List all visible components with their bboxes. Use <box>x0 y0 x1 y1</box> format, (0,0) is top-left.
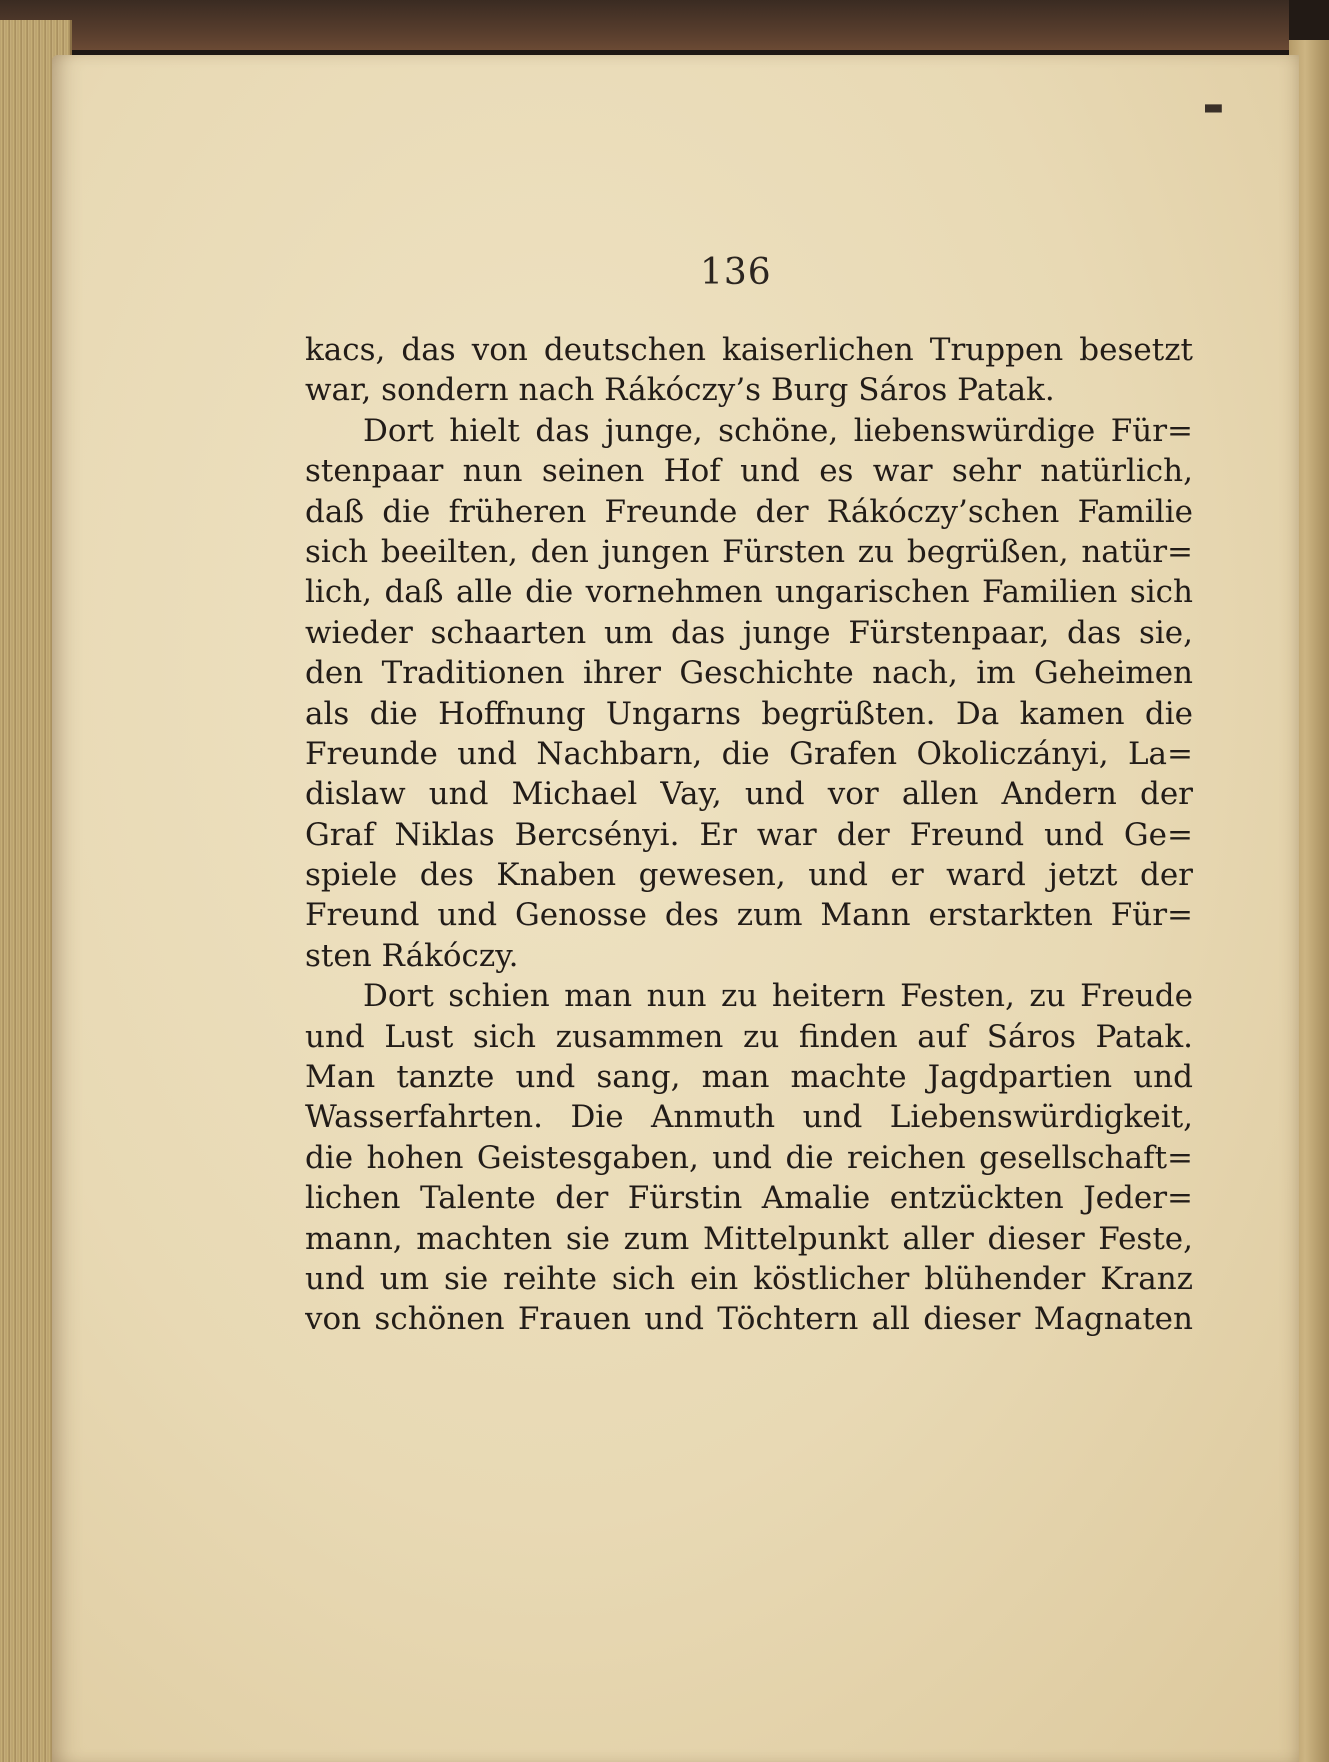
text-line: lichen Talente der Fürstin Amalie entzückten Jeder= <box>305 1180 1193 1217</box>
text-line: war, sondern nach Rákóczy’s Burg Sáros Patak. <box>305 372 1055 409</box>
text-line: Dort hielt das junge, schöne, liebenswürdige Für= <box>363 412 1193 449</box>
page-number: 136 <box>700 252 772 293</box>
text-line: wieder schaarten um das junge Fürstenpaar, das sie, <box>305 614 1193 651</box>
text-line: den Traditionen ihrer Geschichte nach, im Geheimen <box>305 655 1193 692</box>
text-line: stenpaar nun seinen Hof und es war sehr natürlich, <box>305 453 1193 490</box>
body-text <box>305 330 1193 1340</box>
text-line: kacs, das von deutschen kaiserlichen Truppen besetzt <box>305 332 1193 368</box>
text-line: von schönen Frauen und Töchtern all dieser Magnaten <box>305 1301 1193 1338</box>
text-line: Dort schien man nun zu heitern Festen, zu Freude <box>363 978 1193 1015</box>
margin-dash-mark: ▬ <box>1203 95 1224 120</box>
text-line: Freunde und Nachbarn, die Grafen Okoliczányi, La= <box>305 735 1193 772</box>
text-line: als die Hoffnung Ungarns begrüßten. Da kamen die <box>305 695 1193 732</box>
text-line: Wasserfahrten. Die Anmuth und Liebenswürdigkeit, <box>305 1099 1193 1136</box>
text-line: Man tanzte und sang, man machte Jagdpartien und <box>305 1059 1193 1096</box>
text-line: Graf Niklas Bercsényi. Er war der Freund und Ge= <box>305 816 1193 853</box>
text-line: mann, machten sie zum Mittelpunkt aller dieser Feste, <box>305 1220 1193 1257</box>
text-line: sten Rákóczy. <box>305 937 519 974</box>
binding-top-edge <box>0 0 1329 50</box>
text-line: dislaw und Michael Vay, und vor allen Andern der <box>305 776 1193 813</box>
text-line: lich, daß alle die vornehmen ungarischen Familien sich <box>305 574 1193 611</box>
text-line: daß die früheren Freunde der Rákóczy’schen Familie <box>305 493 1193 530</box>
text-line: und Lust sich zusammen zu finden auf Sáros Patak. <box>305 1018 1193 1055</box>
text-line: spiele des Knaben gewesen, und er ward jetzt der <box>305 857 1193 894</box>
text-line: und um sie reihte sich ein köstlicher blühender Kranz <box>305 1260 1193 1297</box>
text-line: die hohen Geistesgaben, und die reichen gesellschaft= <box>305 1139 1193 1176</box>
text-line: sich beeilten, den jungen Fürsten zu begrüßen, natür= <box>305 533 1193 570</box>
text-line: Freund und Genosse des zum Mann erstarkten Für= <box>305 897 1193 934</box>
